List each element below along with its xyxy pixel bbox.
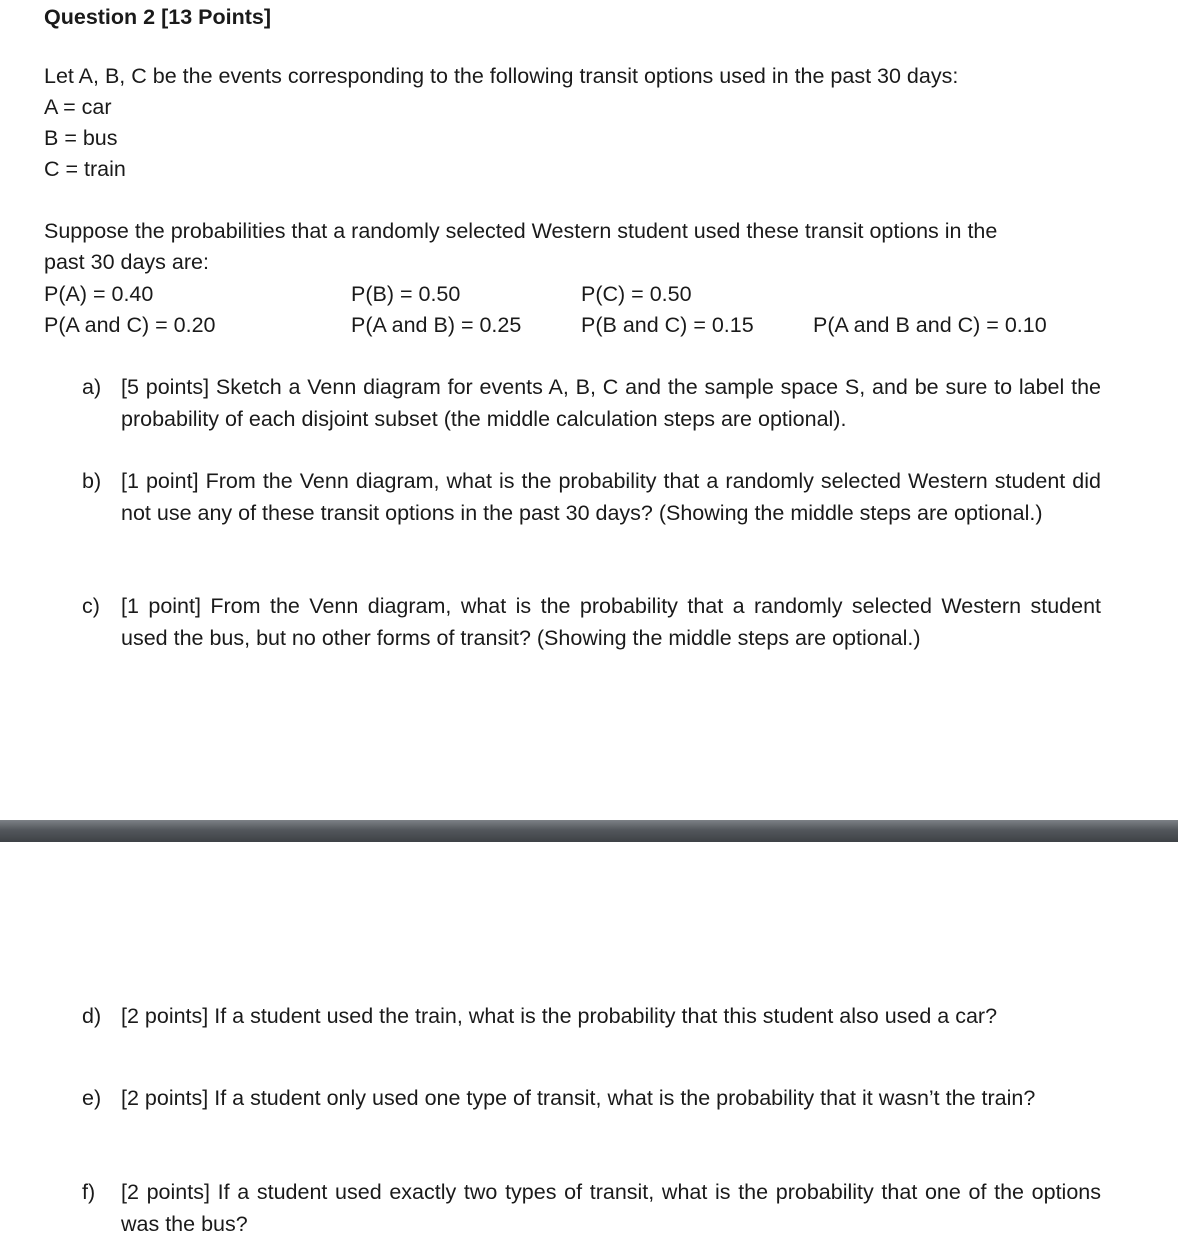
part-a <box>82 372 1102 436</box>
part-a-text: [5 points] Sketch a Venn diagram for events A, B, C and the sample space S, and be sure to label the probability of each disjoint subset (the middle calculation steps are optional). <box>121 375 1101 431</box>
question-title: Question 2 [13 Points] <box>44 5 271 29</box>
part-b-text: [1 point] From the Venn diagram, what is the probability that a randomly selected Western student did not use any of these transit options in the past 30 days? (Showing the middle steps are optional.) <box>121 469 1101 525</box>
event-a: A = car <box>44 95 112 119</box>
part-c-marker: c) <box>82 594 100 618</box>
event-b: B = bus <box>44 126 118 150</box>
part-c-text: [1 point] From the Venn diagram, what is the probability that a randomly selected Western student used the bus, but no other forms of transit? (Showing the middle steps are optional.) <box>121 594 1101 650</box>
part-b-marker: b) <box>82 469 102 493</box>
prob-b: P(B) = 0.50 <box>351 282 461 306</box>
part-f <box>82 1177 1102 1241</box>
part-f-marker: f) <box>82 1180 96 1204</box>
prob-a: P(A) = 0.40 <box>44 282 154 306</box>
part-e-marker: e) <box>82 1086 102 1110</box>
part-f-text: [2 points] If a student used exactly two types of transit, what is the probability that one of the options was the bus? <box>121 1180 1101 1236</box>
part-c <box>82 591 1102 655</box>
probabilities-intro-line2: past 30 days are: <box>44 250 209 274</box>
intro-text: Let A, B, C be the events corresponding to the following transit options used in the past 30 days: <box>44 64 959 88</box>
part-a-marker: a) <box>82 375 102 399</box>
part-d-marker: d) <box>82 1004 102 1028</box>
part-b <box>82 466 1102 562</box>
part-d <box>82 1001 1102 1033</box>
part-e-text: [2 points] If a student only used one type of transit, what is the probability that it wasn’t the train? <box>121 1086 1036 1110</box>
prob-b-and-c: P(B and C) = 0.15 <box>581 313 754 337</box>
prob-a-and-b-and-c: P(A and B and C) = 0.10 <box>813 313 1047 337</box>
prob-a-and-b: P(A and B) = 0.25 <box>351 313 522 337</box>
event-c: C = train <box>44 157 126 181</box>
part-d-text: [2 points] If a student used the train, what is the probability that this student also used a car? <box>121 1004 998 1028</box>
probabilities-intro-line1: Suppose the probabilities that a randomly selected Western student used these transit options in the <box>44 219 998 243</box>
prob-c: P(C) = 0.50 <box>581 282 692 306</box>
part-e <box>82 1083 1102 1147</box>
prob-a-and-c: P(A and C) = 0.20 <box>44 313 216 337</box>
page-separator <box>0 820 1178 842</box>
